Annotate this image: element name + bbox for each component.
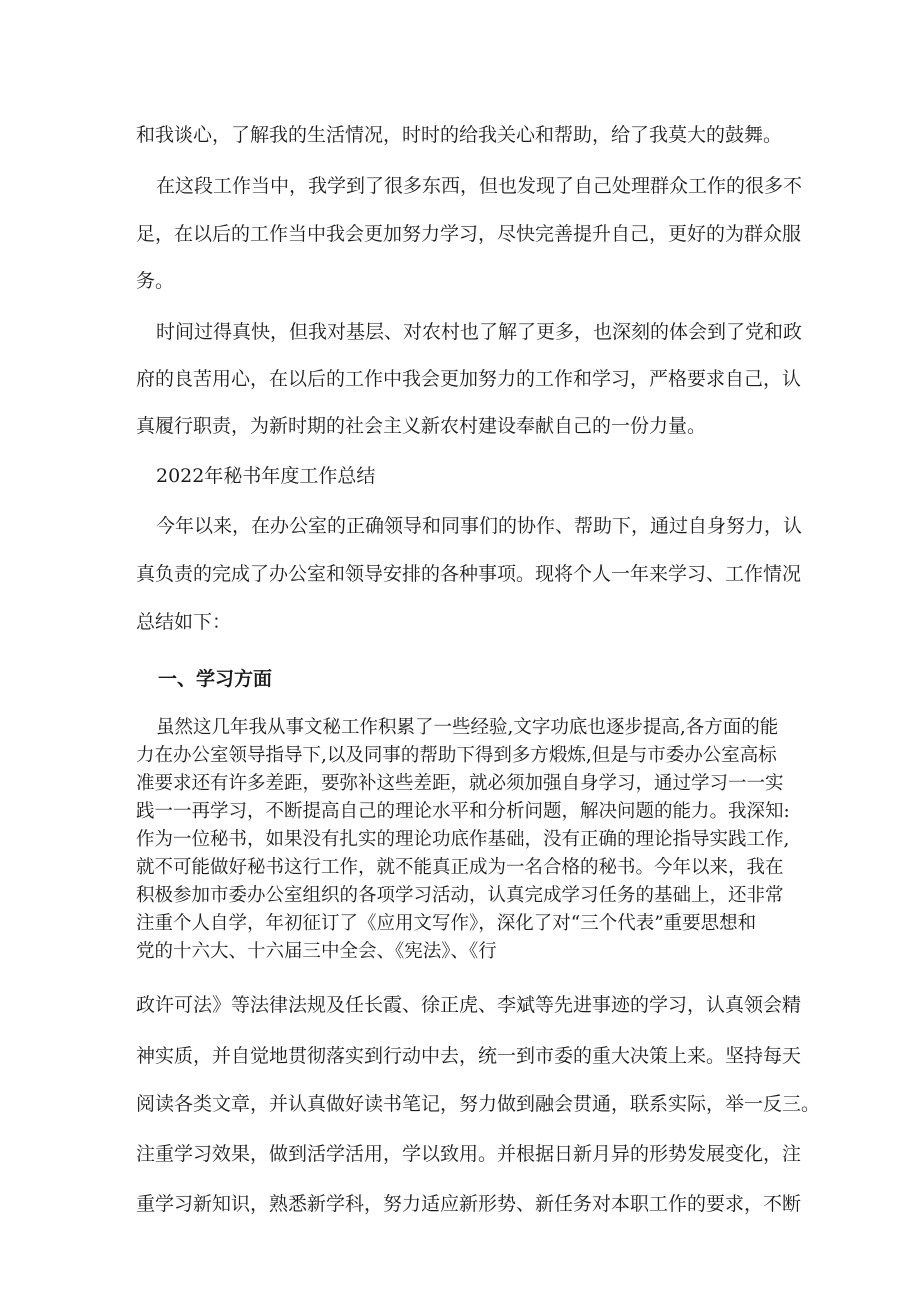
paragraph-line: 真负责的完成了办公室和领导安排的各种事项。现将个人一年来学习、工作情况 bbox=[136, 563, 802, 585]
paragraph-line: 足，在以后的工作当中我会更加努力学习，尽快完善提升自己，更好的为群众服 bbox=[136, 223, 802, 245]
paragraph-line: 务。 bbox=[136, 270, 175, 292]
paragraph-line: 府的良苦用心，在以后的工作中我会更加努力的工作和学习，严格要求自己，认 bbox=[136, 368, 802, 390]
paragraph-line: 就不可能做好秘书这行工作，就不能真正成为一名合格的秘书。今年以来，我在 bbox=[136, 857, 784, 878]
paragraph-line: 党的十六大、十六届三中全会、《宪法》、《行 bbox=[136, 941, 497, 962]
paragraph-line: 注重个人自学，年初征订了《应用文写作》，深化了对“三个代表”重要思想和 bbox=[136, 913, 757, 934]
paragraph-line: 虽然这几年我从事文秘工作积累了一些经验,文字功底也逐步提高,各方面的能 bbox=[156, 717, 779, 738]
section-heading: 一、学习方面 bbox=[158, 668, 273, 690]
paragraph-line: 总结如下： bbox=[136, 611, 232, 633]
paragraph-line: 在这段工作当中，我学到了很多东西，但也发现了自己处理群众工作的很多不 bbox=[156, 175, 803, 197]
paragraph-line: 践一一再学习，不断提高自己的理论水平和分析问题，解决问题的能力。我深知: bbox=[136, 801, 790, 822]
paragraph-line: 积极参加市委办公室组织的各项学习活动，认真完成学习任务的基础上，还非常 bbox=[136, 885, 784, 906]
paragraph-line: 真履行职责，为新时期的社会主义新农村建设奉献自己的一份力量。 bbox=[136, 415, 707, 437]
paragraph-line: 阅读各类文章，并认真做好读书笔记，努力做到融会贯通，联系实际，举一反三。 bbox=[136, 1093, 821, 1115]
paragraph-line: 准要求还有许多差距，要弥补这些差距，就必须加强自身学习，通过学习一一实 bbox=[136, 773, 784, 794]
paragraph-line: 政许可法》等法律法规及任长霞、徐正虎、李斌等先进事迹的学习，认真领会精 bbox=[136, 994, 802, 1016]
paragraph-line: 重学习新知识，熟悉新学科，努力适应新形势、新任务对本职工作的要求，不断 bbox=[136, 1193, 802, 1215]
paragraph-line: 力在办公室领导指导下,以及同事的帮助下得到多方煅炼,但是与市委办公室高标 bbox=[136, 745, 777, 766]
paragraph-line: 今年以来，在办公室的正确领导和同事们的协作、帮助下，通过自身努力，认 bbox=[156, 515, 803, 537]
document-title: 2022年秘书年度工作总结 bbox=[156, 465, 376, 487]
paragraph-line: 神实质，并自觉地贯彻落实到行动中去，统一到市委的重大决策上来。坚持每天 bbox=[136, 1045, 802, 1067]
paragraph-line: 作为一位秘书，如果没有扎实的理论功底作基础，没有正确的理论指导实践工作, bbox=[136, 829, 790, 850]
paragraph-line: 时间过得真快，但我对基层、对农村也了解了更多，也深刻的体会到了党和政 bbox=[156, 321, 803, 343]
paragraph-line: 注重学习效果，做到活学活用，学以致用。并根据日新月异的形势发展变化，注 bbox=[136, 1143, 802, 1165]
paragraph-line: 和我谈心，了解我的生活情况，时时的给我关心和帮助，给了我莫大的鼓舞。 bbox=[136, 124, 783, 146]
